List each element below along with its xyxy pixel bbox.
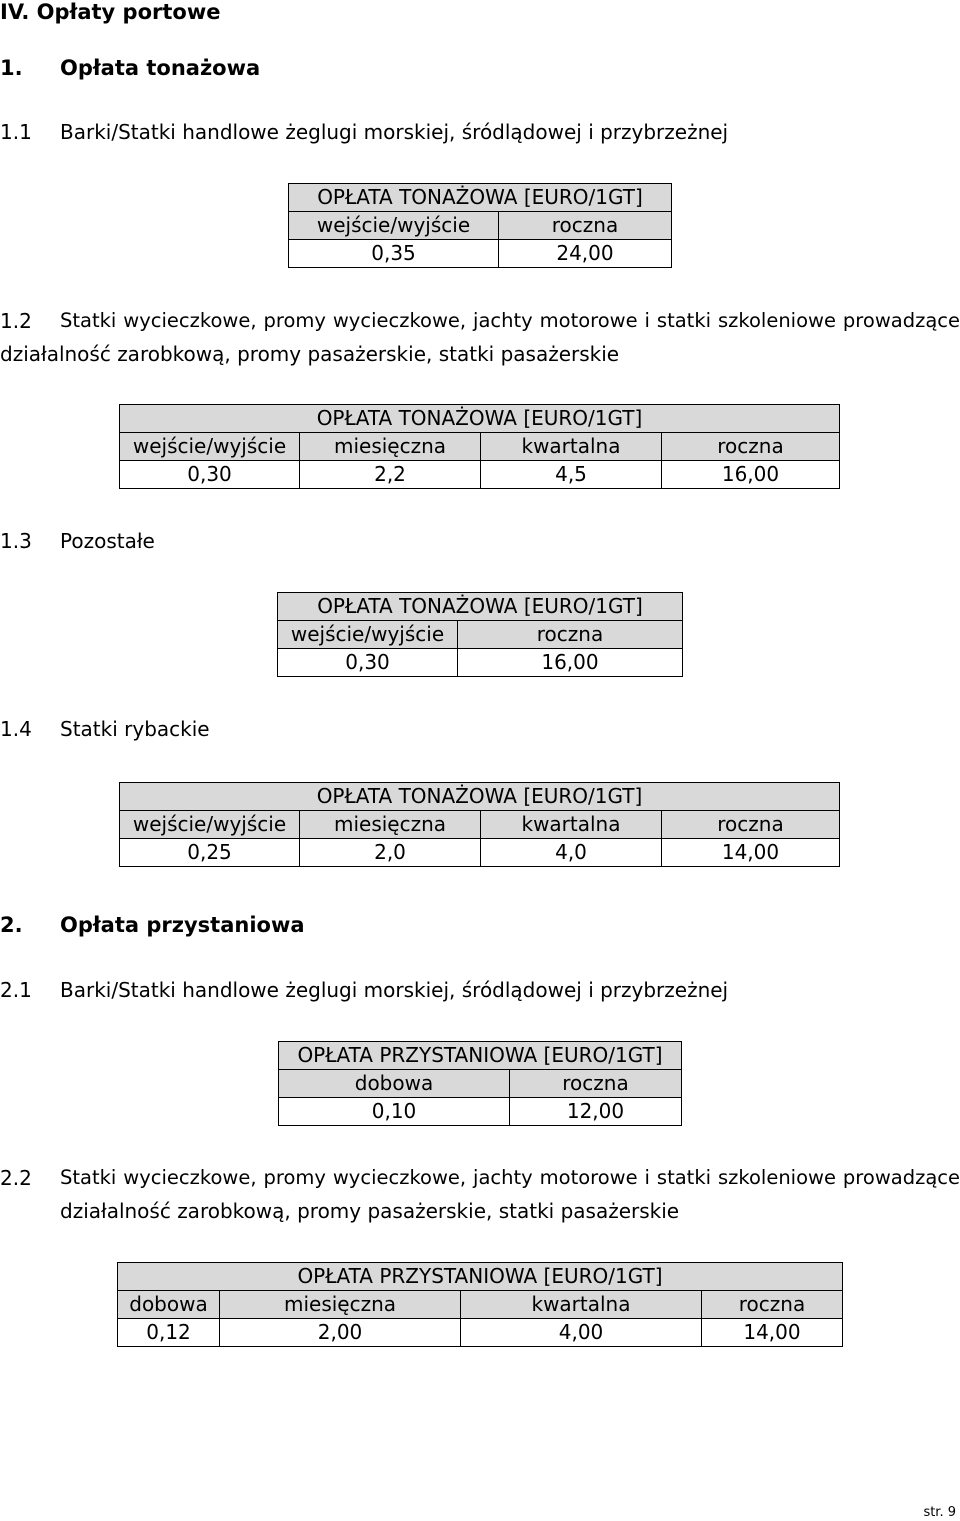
section-1-1-text: Barki/Statki handlowe żeglugi morskiej, śródlądowej i przybrzeżnej	[60, 120, 729, 144]
table-cell: 0,10	[279, 1098, 510, 1126]
table-header: OPŁATA TONAŻOWA [EURO/1GT]	[120, 783, 840, 811]
berth-fee-table-2-2	[117, 1262, 843, 1347]
table-cell: 12,00	[510, 1098, 682, 1126]
section-1-2-line-1: Statki wycieczkowe, promy wycieczkowe, jachty motorowe i statki szkoleniowe prowadzące	[60, 309, 960, 332]
section-2-2-number: 2.2	[0, 1166, 32, 1190]
table-header: OPŁATA TONAŻOWA [EURO/1GT]	[289, 184, 672, 212]
column-header: roczna	[702, 1291, 843, 1319]
table-header: OPŁATA PRZYSTANIOWA [EURO/1GT]	[118, 1263, 843, 1291]
section-2-title: Opłata przystaniowa	[60, 913, 305, 937]
section-1-3-text: Pozostałe	[60, 529, 155, 553]
tonnage-fee-table-1-4	[119, 782, 840, 867]
section-1-2-number: 1.2	[0, 309, 32, 333]
column-header: roczna	[499, 212, 672, 240]
table-cell: 0,25	[120, 839, 300, 867]
table-header: OPŁATA TONAŻOWA [EURO/1GT]	[120, 405, 840, 433]
table-cell: 0,35	[289, 240, 499, 268]
column-header: miesięczna	[300, 811, 481, 839]
tonnage-fee-table-1-3	[277, 592, 683, 677]
table-cell: 0,12	[118, 1319, 220, 1347]
tonnage-fee-table-1-2	[119, 404, 840, 489]
column-header: wejście/wyjście	[289, 212, 499, 240]
column-header: kwartalna	[481, 811, 662, 839]
column-header: roczna	[662, 811, 840, 839]
section-2-1-number: 2.1	[0, 978, 32, 1002]
table-cell: 2,00	[220, 1319, 461, 1347]
section-1-number: 1.	[0, 56, 23, 80]
column-header: dobowa	[279, 1070, 510, 1098]
table-cell: 2,0	[300, 839, 481, 867]
column-header: kwartalna	[461, 1291, 702, 1319]
table-cell: 14,00	[662, 839, 840, 867]
column-header: kwartalna	[481, 433, 662, 461]
table-cell: 24,00	[499, 240, 672, 268]
table-cell: 4,5	[481, 461, 662, 489]
table-cell: 16,00	[458, 649, 683, 677]
section-1-4-number: 1.4	[0, 717, 32, 741]
table-header: OPŁATA TONAŻOWA [EURO/1GT]	[278, 593, 683, 621]
section-2-1-text: Barki/Statki handlowe żeglugi morskiej, śródlądowej i przybrzeżnej	[60, 978, 729, 1002]
section-2-2-line-2: działalność zarobkową, promy pasażerskie, statki pasażerskie	[60, 1199, 680, 1223]
column-header: roczna	[458, 621, 683, 649]
section-2-2-line-1: Statki wycieczkowe, promy wycieczkowe, jachty motorowe i statki szkoleniowe prowadzące	[60, 1166, 960, 1189]
table-cell: 14,00	[702, 1319, 843, 1347]
section-1-title: Opłata tonażowa	[60, 56, 261, 80]
table-cell: 4,0	[481, 839, 662, 867]
page-number: str. 9	[923, 1505, 956, 1520]
column-header: miesięczna	[220, 1291, 461, 1319]
section-1-3-number: 1.3	[0, 529, 32, 553]
tonnage-fee-table-1-1	[288, 183, 672, 268]
column-header: roczna	[510, 1070, 682, 1098]
section-1-2-line-2: działalność zarobkową, promy pasażerskie, statki pasażerskie	[0, 342, 620, 366]
section-title: IV. Opłaty portowe	[0, 0, 221, 24]
section-2-number: 2.	[0, 913, 23, 937]
column-header: roczna	[662, 433, 840, 461]
column-header: dobowa	[118, 1291, 220, 1319]
berth-fee-table-2-1	[278, 1041, 682, 1126]
table-cell: 2,2	[300, 461, 481, 489]
column-header: wejście/wyjście	[120, 811, 300, 839]
section-1-1-number: 1.1	[0, 120, 32, 144]
column-header: wejście/wyjście	[278, 621, 458, 649]
section-1-4-text: Statki rybackie	[60, 717, 210, 741]
column-header: wejście/wyjście	[120, 433, 300, 461]
table-cell: 0,30	[120, 461, 300, 489]
table-header: OPŁATA PRZYSTANIOWA [EURO/1GT]	[279, 1042, 682, 1070]
column-header: miesięczna	[300, 433, 481, 461]
table-cell: 4,00	[461, 1319, 702, 1347]
table-cell: 0,30	[278, 649, 458, 677]
table-cell: 16,00	[662, 461, 840, 489]
